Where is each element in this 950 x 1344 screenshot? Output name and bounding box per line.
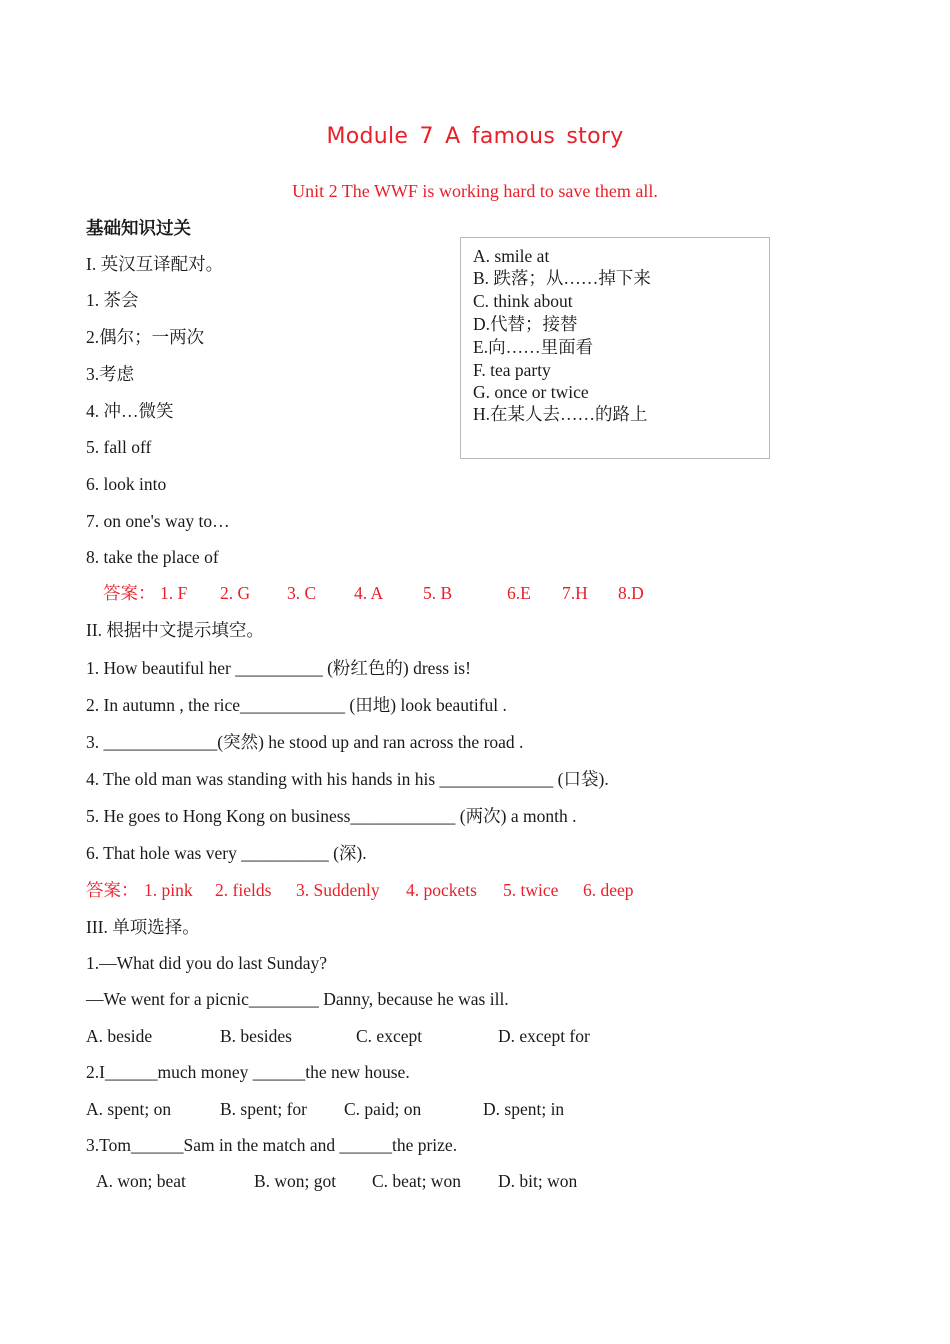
answer-label: 答案： xyxy=(86,880,139,900)
part1-heading: I. 英汉互译配对。 xyxy=(86,254,224,274)
part3-heading: III. 单项选择。 xyxy=(86,917,200,937)
answer-item: 5. B xyxy=(423,583,453,603)
answer-item: 1. F xyxy=(160,583,188,603)
part2-item: 3. _____________(突然) he stood up and ran across the road . xyxy=(86,732,524,752)
answer-item: 1. pink xyxy=(144,880,193,900)
option-item: E.向……里面看 xyxy=(473,337,594,357)
answer-item: 6.E xyxy=(507,583,531,603)
answer-item: 3. Suddenly xyxy=(296,880,380,900)
part2-item: 4. The old man was standing with his hands in his _____________ (口袋). xyxy=(86,769,609,789)
answer-item: 2. G xyxy=(220,583,251,603)
choice-item: A. spent; on xyxy=(86,1099,172,1119)
part2-item: 2. In autumn , the rice____________ (田地) look beautiful . xyxy=(86,695,507,715)
part2-item: 5. He goes to Hong Kong on business____________ (两次) a month . xyxy=(86,806,577,826)
answer-item: 4. A xyxy=(354,583,384,603)
choice-item: D. bit; won xyxy=(498,1171,578,1191)
choice-item: C. paid; on xyxy=(344,1099,422,1119)
part2-item: 1. How beautiful her __________ (粉红色的) dress is! xyxy=(86,658,471,678)
option-item: B. 跌落；从……掉下来 xyxy=(473,268,651,288)
option-item: A. smile at xyxy=(473,246,550,266)
page-title: Module 7 A famous story xyxy=(326,124,624,149)
option-item: D.代替；接替 xyxy=(473,314,578,334)
choice-item: D. except for xyxy=(498,1026,590,1046)
question-stem: 2.I______much money ______the new house. xyxy=(86,1062,410,1082)
answer-item: 8.D xyxy=(618,583,644,603)
choice-item: A. beside xyxy=(86,1026,153,1046)
part1-item: 4. 冲…微笑 xyxy=(86,401,174,421)
choice-item: D. spent; in xyxy=(483,1099,565,1119)
choice-item: B. won; got xyxy=(254,1171,337,1191)
answer-item: 3. C xyxy=(287,583,317,603)
answer-label: 答案： xyxy=(103,583,156,603)
part1-item: 6. look into xyxy=(86,474,167,494)
question-stem: 1.—What did you do last Sunday? xyxy=(86,953,328,973)
question-stem: —We went for a picnic________ Danny, because he was ill. xyxy=(86,989,509,1009)
part2-heading: II. 根据中文提示填空。 xyxy=(86,620,264,640)
part1-item: 5. fall off xyxy=(86,437,152,457)
part1-item: 7. on one's way to… xyxy=(86,511,230,531)
answer-item: 5. twice xyxy=(503,880,559,900)
part2-item: 6. That hole was very __________ (深). xyxy=(86,843,367,863)
part1-item: 3.考虑 xyxy=(86,364,135,384)
answer-item: 6. deep xyxy=(583,880,634,900)
answer-item: 7.H xyxy=(562,583,588,603)
page-subtitle: Unit 2 The WWF is working hard to save them all. xyxy=(292,181,658,201)
part1-item: 2.偶尔；一两次 xyxy=(86,327,205,347)
options-box xyxy=(460,237,770,459)
option-item: G. once or twice xyxy=(473,382,589,402)
section-heading: 基础知识过关 xyxy=(86,218,191,238)
option-item: F. tea party xyxy=(473,360,551,380)
part1-item: 1. 茶会 xyxy=(86,290,139,310)
answer-item: 2. fields xyxy=(215,880,272,900)
choice-item: B. spent; for xyxy=(220,1099,308,1119)
option-item: C. think about xyxy=(473,291,573,311)
choice-item: C. beat; won xyxy=(372,1171,461,1191)
choice-item: B. besides xyxy=(220,1026,292,1046)
choice-item: C. except xyxy=(356,1026,423,1046)
part1-item: 8. take the place of xyxy=(86,547,219,567)
question-stem: 3.Tom______Sam in the match and ______the prize. xyxy=(86,1135,458,1155)
choice-item: A. won; beat xyxy=(96,1171,186,1191)
answer-item: 4. pockets xyxy=(406,880,477,900)
option-item: H.在某人去……的路上 xyxy=(473,404,648,424)
